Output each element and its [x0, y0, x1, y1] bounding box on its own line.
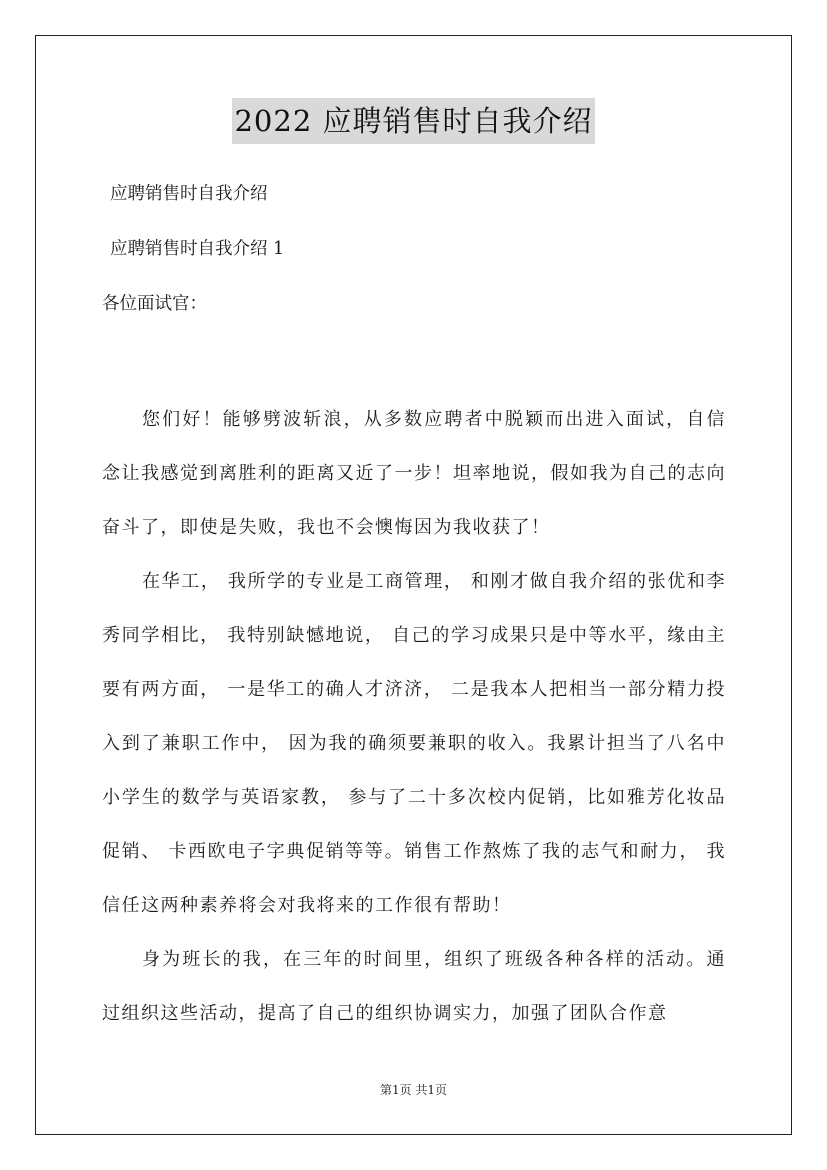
document-title-wrap [0, 98, 827, 144]
paragraph-3: 身为班长的我，在三年的时间里，组织了班级各种各样的活动。通过组织这些活动，提高了自己的组织协调实力，加强了团队合作意 [102, 949, 726, 1024]
paragraph-1: 您们好！能够劈波斩浪，从多数应聘者中脱颖而出进入面试，自信念让我感觉到离胜利的距离又近了一步！坦率地说，假如我为自己的志向奋斗了，即使是失败，我也不会懊悔因为我收获了！ [102, 409, 726, 538]
paragraph-2: 在华工， 我所学的专业是工商管理， 和刚才做自我介绍的张优和李秀同学相比， 我特别缺憾地说， 自己的学习成果只是中等水平，缘由主要有两方面， 一是华工的确人才济济， 二是我本人把相当一部分精力投入到了兼职工作中， 因为我的确须要兼职的收入。我累计担当了八名中小学生的数学与英语家教， 参与了二十多次校内促销，比如雅芳化妆品促销、 卡西欧电子字典促销等等。销售工作熬炼了我的志气和耐力， 我信任这两种素养将会对我将来的工作很有帮助！ [102, 571, 726, 916]
salutation: 各位面试官： [102, 294, 207, 314]
page-footer: 第1页 共1页 [379, 1083, 448, 1097]
section-heading: 应聘销售时自我介绍 1 [110, 239, 285, 259]
document-body [102, 393, 726, 1041]
document-title: 2022 应聘销售时自我介绍 [232, 98, 594, 144]
document-subtitle: 应聘销售时自我介绍 [110, 184, 268, 204]
